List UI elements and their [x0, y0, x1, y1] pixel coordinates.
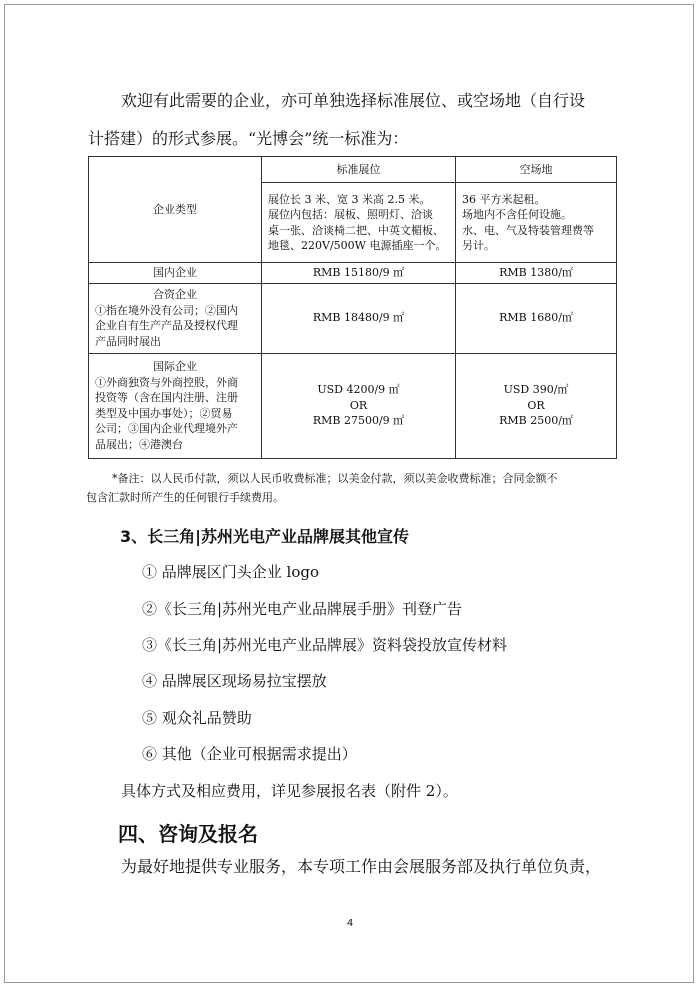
- note-line-2: 包含汇款时所产生的任何银行手续费用。: [86, 491, 284, 504]
- type-line: 公司；③国内企业代理境外产: [95, 422, 238, 435]
- price-line: RMB 27500/9 ㎡: [312, 414, 405, 428]
- promo-footer-text: 具体方式及相应费用，详见参展报名表（附件 2）。: [121, 782, 458, 800]
- standard-desc-line: 展位内包括：展板、照明灯、洽谈: [268, 208, 433, 221]
- standard-desc-line: 展位长 3 米、宽 3 米高 2.5 米。: [268, 192, 431, 206]
- promo-item: ① 品牌展区门头企业 logo: [142, 563, 319, 581]
- header-raw-space: 空场地: [456, 157, 617, 183]
- table-row-joint-venture: [89, 283, 617, 353]
- page-number: 4: [346, 918, 354, 929]
- space-desc-line: 水、电、气及特装管理费等: [462, 223, 594, 237]
- table-row-international: [89, 353, 617, 458]
- section4-heading: 四、咨询及报名: [118, 822, 258, 846]
- price-space-joint-venture: [456, 283, 617, 353]
- table-row-domestic: [89, 263, 617, 284]
- promo-item: ③《长三角|苏州光电产业品牌展》资料袋投放宣传材料: [142, 636, 508, 654]
- intro-line-2: 计搭建）的形式参展。“光博会”统一标准为：: [88, 129, 409, 148]
- price-line: RMB 18480/9 ㎡: [312, 311, 405, 325]
- type-line: 产品同时展出: [95, 334, 161, 348]
- type-line: ①外商独资与外商控股，外商: [95, 375, 238, 389]
- type-line: 合资企业: [153, 288, 197, 301]
- type-line: 品展出；④港澳台: [95, 437, 183, 451]
- promo-item: ⑥ 其他（企业可根据需求提出）: [142, 745, 357, 763]
- standard-booth-description: [262, 183, 456, 263]
- table-header-row: [89, 157, 617, 183]
- section4-line-1: 为最好地提供专业服务，本专项工作由会展服务部及执行单位负责，: [121, 857, 602, 876]
- fee-table: [88, 156, 617, 459]
- type-line: 投资等（含在国内注册、注册: [95, 391, 238, 404]
- note-line-1: *备注：以人民币付款，须以人民币收费标准；以美金付款，须以美金收费标准；合同金额不: [112, 472, 558, 485]
- standard-desc-line: 地毯、220V/500W 电源插座一个。: [268, 239, 447, 252]
- price-line: RMB 15180/9 ㎡: [312, 266, 405, 279]
- type-line: ①指在境外没有公司；②国内: [95, 303, 238, 317]
- promo-item: ②《长三角|苏州光电产业品牌展手册》刊登广告: [142, 600, 463, 618]
- space-desc-line: 36 平方米起租。: [462, 192, 546, 206]
- promo-item: ⑤ 观众礼品赞助: [142, 709, 252, 727]
- price-standard-domestic: [262, 263, 456, 284]
- price-line: RMB 1380/㎡: [499, 266, 573, 279]
- price-space-international: [456, 353, 617, 458]
- price-line: USD 4200/9 ㎡: [317, 383, 400, 397]
- intro-line-1: 欢迎有此需要的企业，亦可单独选择标准展位、或空场地（自行设: [121, 91, 586, 110]
- type-line: 国际企业: [153, 360, 197, 373]
- price-line: OR: [527, 398, 545, 412]
- space-desc-line: 场地内不含任何设施。: [462, 208, 572, 221]
- type-cell-domestic: [89, 263, 262, 284]
- type-line: 国内企业: [153, 266, 197, 279]
- price-standard-international: [262, 353, 456, 458]
- price-line: USD 390/㎡: [503, 383, 569, 397]
- price-space-domestic: [456, 263, 617, 284]
- header-standard-booth: 标准展位: [262, 157, 456, 183]
- type-cell-international: [89, 353, 262, 458]
- space-desc-line: 另计。: [462, 239, 495, 252]
- type-line: 企业自有生产产品及授权代理: [95, 319, 238, 332]
- standard-desc-line: 桌一张、洽谈椅二把、中英文楣板、: [268, 223, 444, 237]
- type-cell-joint-venture: [89, 283, 262, 353]
- type-line: 类型及中国办事处）；②贸易: [95, 406, 233, 420]
- header-company-type: 企业类型: [89, 157, 262, 263]
- price-line: RMB 2500/㎡: [499, 414, 573, 428]
- price-standard-joint-venture: [262, 283, 456, 353]
- section3-heading: 3、长三角|苏州光电产业品牌展其他宣传: [120, 527, 409, 546]
- price-line: OR: [349, 398, 368, 412]
- raw-space-description: [456, 183, 617, 263]
- promo-item: ④ 品牌展区现场易拉宝摆放: [142, 672, 327, 690]
- price-line: RMB 1680/㎡: [499, 311, 573, 325]
